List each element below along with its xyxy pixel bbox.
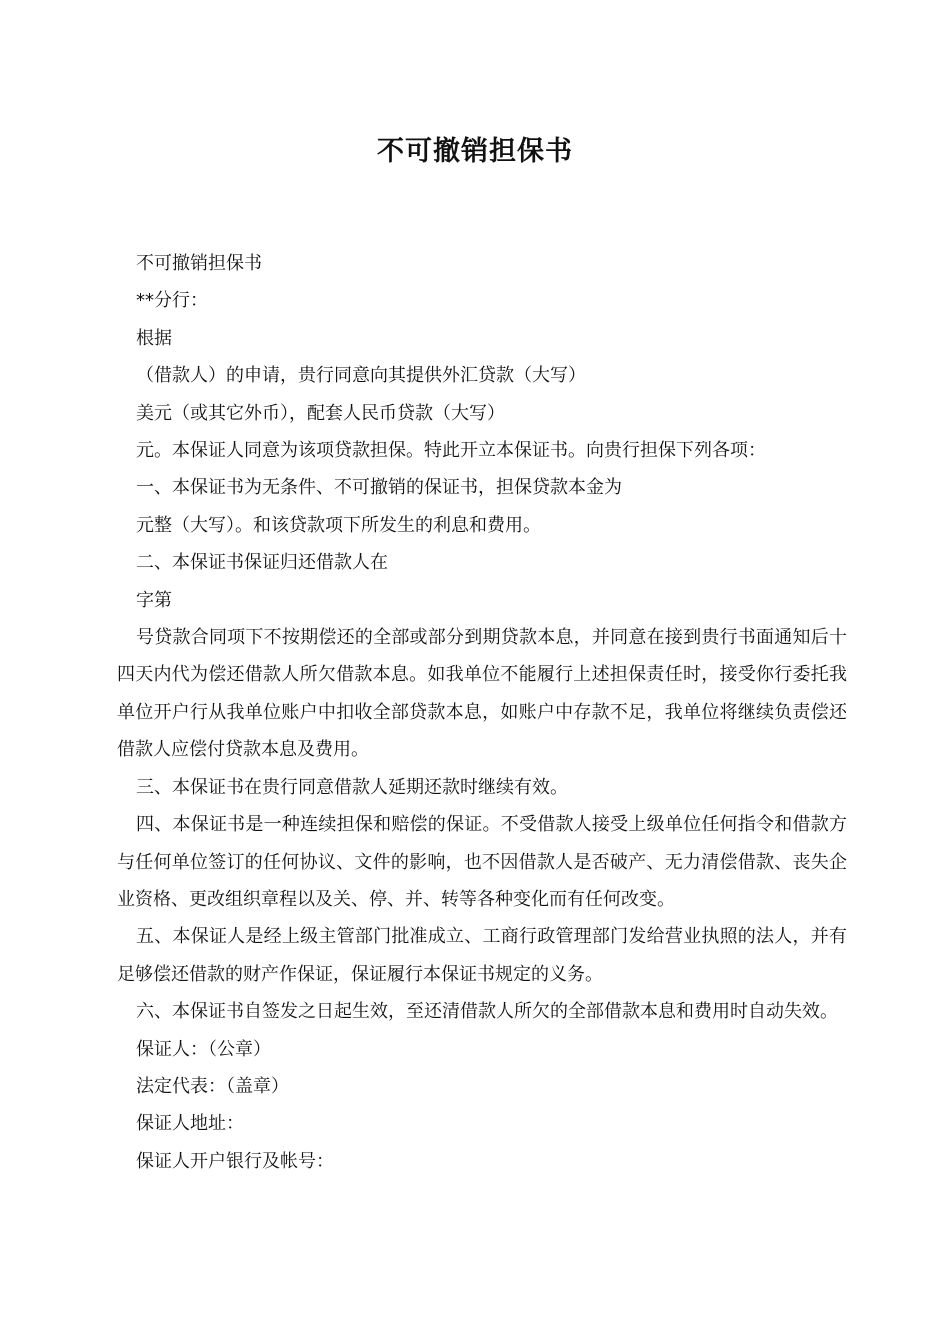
clause-3: 三、本保证书在贵行同意借款人延期还款时继续有效。: [136, 776, 568, 798]
clause-4: 四、本保证书是一种连续担保和赔偿的保证。不受借款人接受上级单位任何指令和借款方与任何单位签订的任何协议、文件的影响，也不因借款人是否破产、无力清偿借款、丧失企业资格、更改组织章程以及关、停、并、转等各种变化而有任何改变。: [117, 814, 847, 910]
addressee-line: **分行：: [136, 290, 208, 312]
clause-1: 一、本保证书为无条件、不可撤销的保证书，担保贷款本金为: [136, 477, 622, 499]
body-paragraph: 根据: [136, 327, 172, 349]
clause-5: 五、本保证人是经上级主管部门批准成立、工商行政管理部门发给营业执照的法人，并有足够偿还借款的财产作保证，保证履行本保证书规定的义务。: [117, 926, 847, 985]
document-body: [117, 245, 847, 1180]
signature-address: 保证人地址：: [136, 1113, 244, 1135]
signature-bank-account: 保证人开户银行及帐号：: [136, 1150, 334, 1172]
signature-legal-rep: 法定代表：（盖章）: [136, 1075, 289, 1097]
body-paragraph: 元。本保证人同意为该项贷款担保。特此开立本保证书。向贵行担保下列各项：: [136, 440, 766, 462]
clause-6: 六、本保证书自签发之日起生效，至还清借款人所欠的全部借款本息和费用时自动失效。: [136, 1001, 838, 1023]
clause-2-body: 号贷款合同项下不按期偿还的全部或部分到期贷款本息，并同意在接到贵行书面通知后十四天内代为偿还借款人所欠借款本息。如我单位不能履行上述担保责任时，接受你行委托我单位开户行从我单位账户中扣收全部贷款本息，如账户中存款不足，我单位将继续负责偿还借款人应偿付贷款本息及费用。: [117, 627, 847, 761]
clause-2-continued: 字第: [136, 589, 172, 611]
body-paragraph: 美元（或其它外币），配套人民币贷款（大写）: [136, 402, 505, 424]
body-heading: 不可撤销担保书: [136, 253, 262, 274]
document-title: 不可撤销担保书: [377, 136, 573, 167]
signature-guarantor: 保证人：（公章）: [136, 1038, 271, 1060]
body-paragraph: （借款人）的申请，贵行同意向其提供外汇贷款（大写）: [136, 365, 586, 387]
clause-2: 二、本保证书保证归还借款人在: [136, 552, 388, 574]
clause-1-continued: 元整（大写）。和该贷款项下所发生的利息和费用。: [136, 514, 541, 536]
